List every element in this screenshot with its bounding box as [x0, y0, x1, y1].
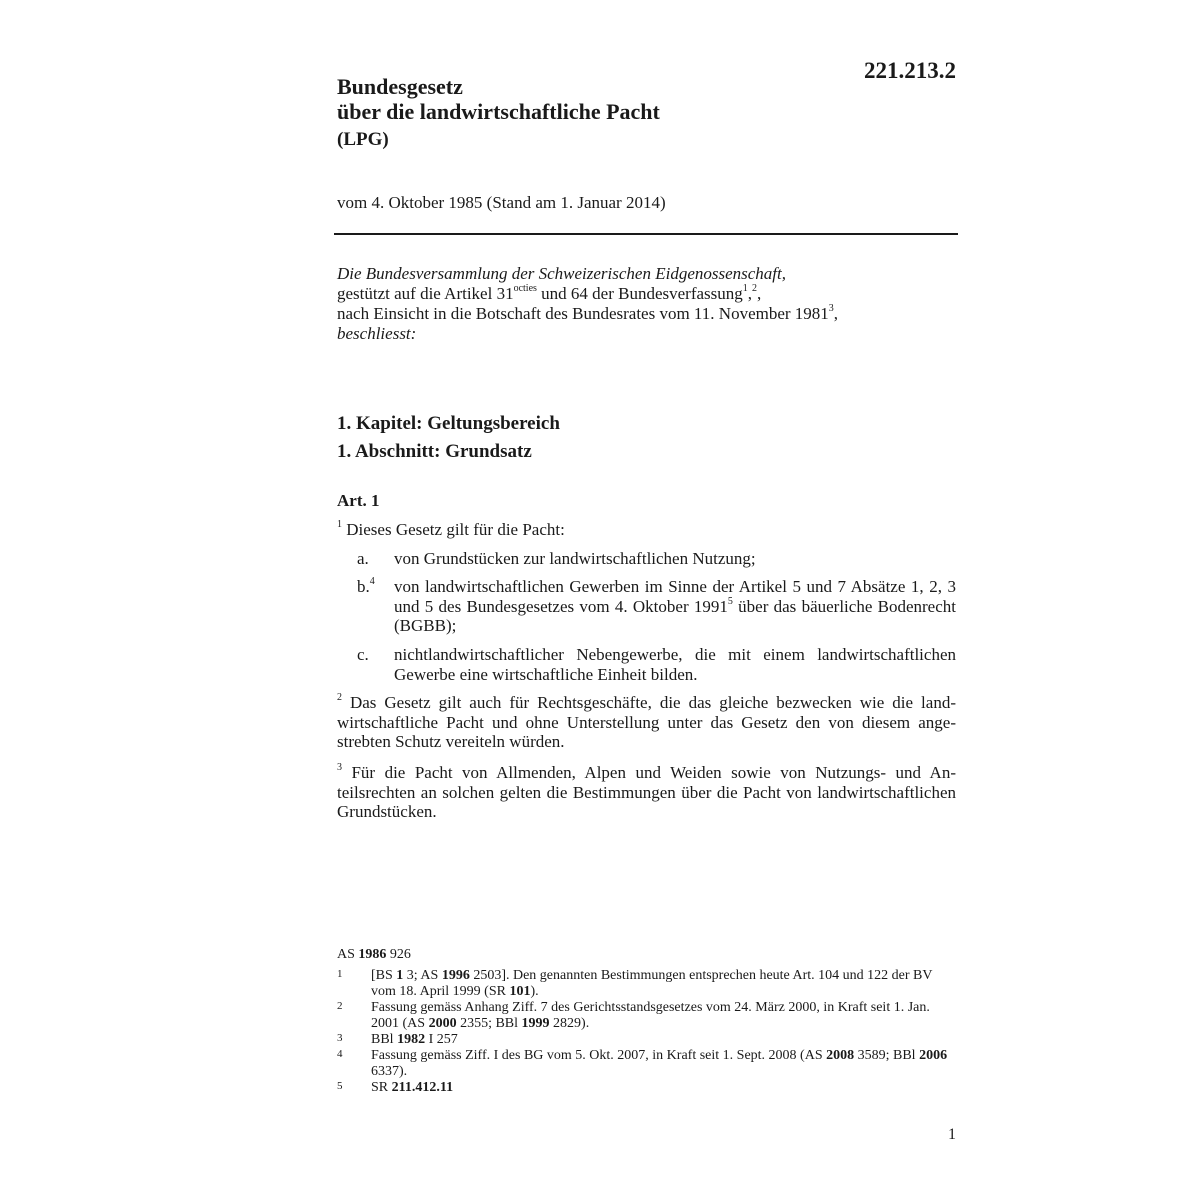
article-paragraph-2: $^2$ Das Gesetz gilt auch für Rechtsgeschäfte, die das gleiche bezwecken wie die landwirtschaftliche Pacht und ohne Unterstellung unter das Gesetz den von diesem angestrebten Schutz vereiteln würden. — [337, 692, 956, 751]
footnote-text: Fassung gemäss Ziff. I des BG vom 5. Okt. 2007, in Kraft seit 1. Sept. 2008 (AS 2008 3589; BBl 2006 6337). — [371, 1048, 948, 1079]
footnote-number: 3 — [337, 1032, 343, 1044]
article-paragraph-3: $^3$ Für die Pacht von Allmenden, Alpen und Weiden sowie von Nutzungs- und Anteilsrechten an solchen gelten die Bestimmungen über die Pacht von landwirtschaftlichen Grundstücken. — [337, 762, 956, 821]
footnote-number: 4 — [337, 1048, 343, 1060]
list-item-c — [357, 645, 956, 684]
footnote-5 — [337, 1080, 957, 1096]
footnote-ref-1[interactable]: 1 — [742, 283, 748, 295]
list-item-label: a. — [357, 549, 369, 568]
footnote-text: BBl 1982 I 257 — [371, 1032, 458, 1047]
article-title: Art. 1 — [337, 491, 380, 510]
footnote-ref-5[interactable]: 5 — [727, 595, 733, 607]
footnote-ref-2[interactable]: 2 — [752, 283, 758, 295]
preamble-basis: gestützt auf die Artikel $31^{octies}$ und 64 der Bundesverfassung$^1$,$^2$, — [337, 283, 762, 303]
list-item-label: b.$^4$ — [357, 576, 375, 596]
list-item-text: von Grundstücken zur landwirtschaftlichen Nutzung; — [394, 549, 756, 568]
footnote-number: 5 — [337, 1080, 343, 1092]
footnote-1 — [337, 968, 957, 1000]
section-heading: 1. Abschnitt: Grundsatz — [337, 441, 532, 462]
footnote-text: Fassung gemäss Anhang Ziff. 7 des Gerichtsstandsgesetzes vom 24. März 2000, in Kraft seit 1. Jan. 2001 (AS 2000 2355; BBl 1999 2829). — [371, 1000, 930, 1031]
list-item-b — [357, 577, 956, 636]
law-abbreviation: (LPG) — [337, 129, 389, 150]
date-line: vom 4. Oktober 1985 (Stand am 1. Januar 2014) — [337, 193, 666, 212]
chapter-heading: 1. Kapitel: Geltungsbereich — [337, 413, 560, 434]
preamble-resolves: beschliesst: — [337, 324, 417, 343]
article-paragraph-1: $^1$ Dieses Gesetz gilt für die Pacht: — [337, 519, 565, 539]
title-line-2: über die landwirtschaftliche Pacht — [337, 99, 660, 124]
footnote-ref-3[interactable]: 3 — [828, 303, 834, 315]
footnote-number: 1 — [337, 968, 343, 980]
preamble-intro: Die Bundesversammlung der Schweizerischen Eidgenossenschaft, — [337, 264, 786, 283]
sr-number: 221.213.2 — [864, 58, 956, 83]
list-item-label: c. — [357, 645, 369, 664]
footnote-number: 2 — [337, 1000, 343, 1012]
document-title — [337, 74, 660, 124]
footnote-2 — [337, 1000, 957, 1032]
preamble — [337, 264, 957, 344]
footnote-ref-4[interactable]: 4 — [369, 576, 375, 588]
footnote-text: [BS 1 3; AS 1996 2503]. Den genannten Bestimmungen entsprechen heute Art. 104 und 122 der BV vom 18. April 1999 (SR 101). — [371, 968, 933, 999]
title-line-1: Bundesgesetz — [337, 74, 463, 99]
footnote-4 — [337, 1048, 957, 1080]
list-item-text: nichtlandwirtschaftlicher Nebengewerbe, die mit einem landwirtschaftlichen Gewerbe eine wirtschaftliche Einheit bilden. — [394, 645, 956, 684]
header-divider — [334, 233, 958, 235]
footnote-source: AS 1986 926 — [337, 947, 411, 962]
footnote-text: SR 211.412.11 — [371, 1080, 454, 1095]
list-item-text: von landwirtschaftlichen Gewerben im Sinne der Artikel 5 und 7 Absätze 1, 2, 3 und 5 des Bundesgesetzes vom 4. Oktober 1991$^5$ über das bäuerliche Bodenrecht (BGBB); — [394, 577, 956, 635]
preamble-message: nach Einsicht in die Botschaft des Bundesrates vom 11. November 1981$^3$, — [337, 303, 839, 323]
page-number: 1 — [948, 1126, 956, 1143]
footnote-3 — [337, 1032, 957, 1048]
list-item-a — [357, 549, 956, 569]
